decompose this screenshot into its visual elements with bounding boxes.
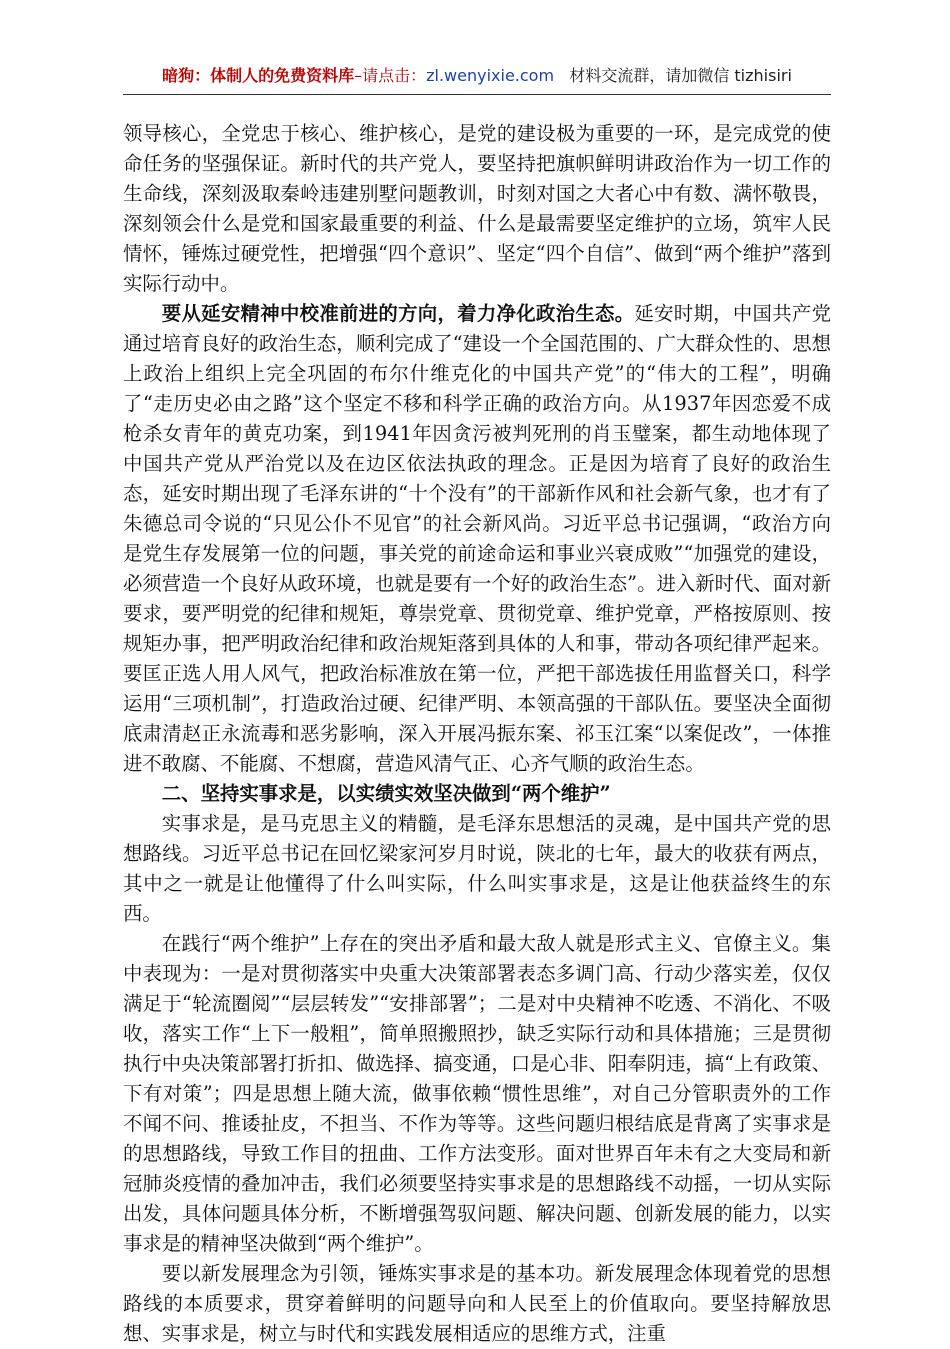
paragraph-1: 领导核心，全党忠于核心、维护核心，是党的建设极为重要的一环，是完成党的使命任务的坚强保证。新时代的共产党人，要坚持把旗帜鲜明讲政治作为一切工作的生命线，深刻汲取秦岭违建别墅问题教训，时刻对国之大者心中有数、满怀敬畏，深刻领会什么是党和国家最重要的利益、什么是最需要坚定维护的立场，筑牢人民情怀，锤炼过硬党性，把增强“四个意识”、坚定“四个自信”、做到“两个维护”落到实际行动中。 bbox=[123, 122, 831, 295]
header-prompt: –请点击： bbox=[354, 66, 427, 85]
document-body bbox=[123, 119, 831, 1349]
header-brand: 暗狗：体制人的免费资料库 bbox=[162, 66, 355, 85]
page-header bbox=[123, 64, 831, 88]
paragraph-2-body: 延安时期，中国共产党通过培育良好的政治生态，顺利完成了“建设一个全国范围的、广大群众性的、思想上政治上组织上完全巩固的布尔什维克化的中国共产党”的“伟大的工程”，明确了“走历史必由之路”这个坚定不移和科学正确的政治方向。从1937年因恋爱不成枪杀女青年的黄克功案，到1941年因贪污被判死刑的肖玉璧案，都生动地体现了中国共产党从严治党以及在边区依法执政的理念。正是因为培育了良好的政治生态，延安时期出现了毛泽东讲的“十个没有”的干部新作风和社会新气象，也才有了朱德总司令说的“只见公仆不见官”的社会新风尚。习近平总书记强调，“政治方向是党生存发展第一位的问题，事关党的前途命运和事业兴衰成败”“加强党的建设，必须营造一个良好从政环境，也就是要有一个好的政治生态”。进入新时代、面对新要求，要严明党的纪律和规矩，尊崇党章、贯彻党章、维护党章，严格按原则、按规矩办事，把严明政治纪律和政治规矩落到具体的人和事，带动各项纪律严起来。要匡正选人用人风气，把政治标准放在第一位，严把干部选拔任用监督关口，科学运用“三项机制”，打造政治过硬、纪律严明、本领高强的干部队伍。要坚决全面彻底肃清赵正永流毒和恶劣影响，深入开展冯振东案、祁玉江案“以案促改”，一体推进不敢腐、不能腐、不想腐，营造风清气正、心齐气顺的政治生态。 bbox=[123, 302, 832, 775]
paragraph-2-lead: 要从延安精神中校准前进的方向，着力净化政治生态。 bbox=[161, 302, 635, 325]
section-heading-2: 二、坚持实事求是，以实绩实效坚决做到“两个维护” bbox=[161, 782, 611, 805]
header-group-text: 材料交流群，请加微信 tizhisiri bbox=[569, 66, 792, 85]
header-group-note bbox=[554, 66, 792, 85]
header-divider bbox=[123, 94, 831, 95]
header-url-link[interactable]: zl.wenyixie.com bbox=[426, 66, 555, 85]
paragraph-2 bbox=[123, 299, 831, 779]
paragraph-3: 实事求是，是马克思主义的精髓，是毛泽东思想活的灵魂，是中国共产党的思想路线。习近平总书记在回忆梁家河岁月时说，陕北的七年，最大的收获有两点，其中之一就是让他懂得了什么叫实际，什么叫实事求是，这是让他获益终生的东西。 bbox=[123, 812, 831, 925]
paragraph-5: 要以新发展理念为引领，锤炼实事求是的基本功。新发展理念体现着党的思想路线的本质要求，贯穿着鲜明的问题导向和人民至上的价值取向。要坚持解放思想、实事求是，树立与时代和实践发展相适应的思维方式，注重 bbox=[123, 1262, 831, 1345]
paragraph-4: 在践行“两个维护”上存在的突出矛盾和最大敌人就是形式主义、官僚主义。集中表现为：一是对贯彻落实中央重大决策部署表态多调门高、行动少落实差，仅仅满足于“轮流圈阅”“层层转发”“安排部署”；二是对中央精神不吃透、不消化、不吸收，落实工作“上下一般粗”，简单照搬照抄，缺乏实际行动和具体措施；三是贯彻执行中央决策部署打折扣、做选择、搞变通，口是心非、阳奉阴违，搞“上有政策、下有对策”；四是思想上随大流，做事依赖“惯性思维”，对自己分管职责外的工作不闻不问、推诿扯皮，不担当、不作为等等。这些问题归根结底是背离了实事求是的思想路线，导致工作目的扭曲、工作方法变形。面对世界百年未有之大变局和新冠肺炎疫情的叠加冲击，我们必须要坚持实事求是的思想路线不动摇，一切从实际出发，具体问题具体分析，不断增强驾驭问题、解决问题、创新发展的能力，以实事求是的精神坚决做到“两个维护”。 bbox=[123, 932, 831, 1255]
